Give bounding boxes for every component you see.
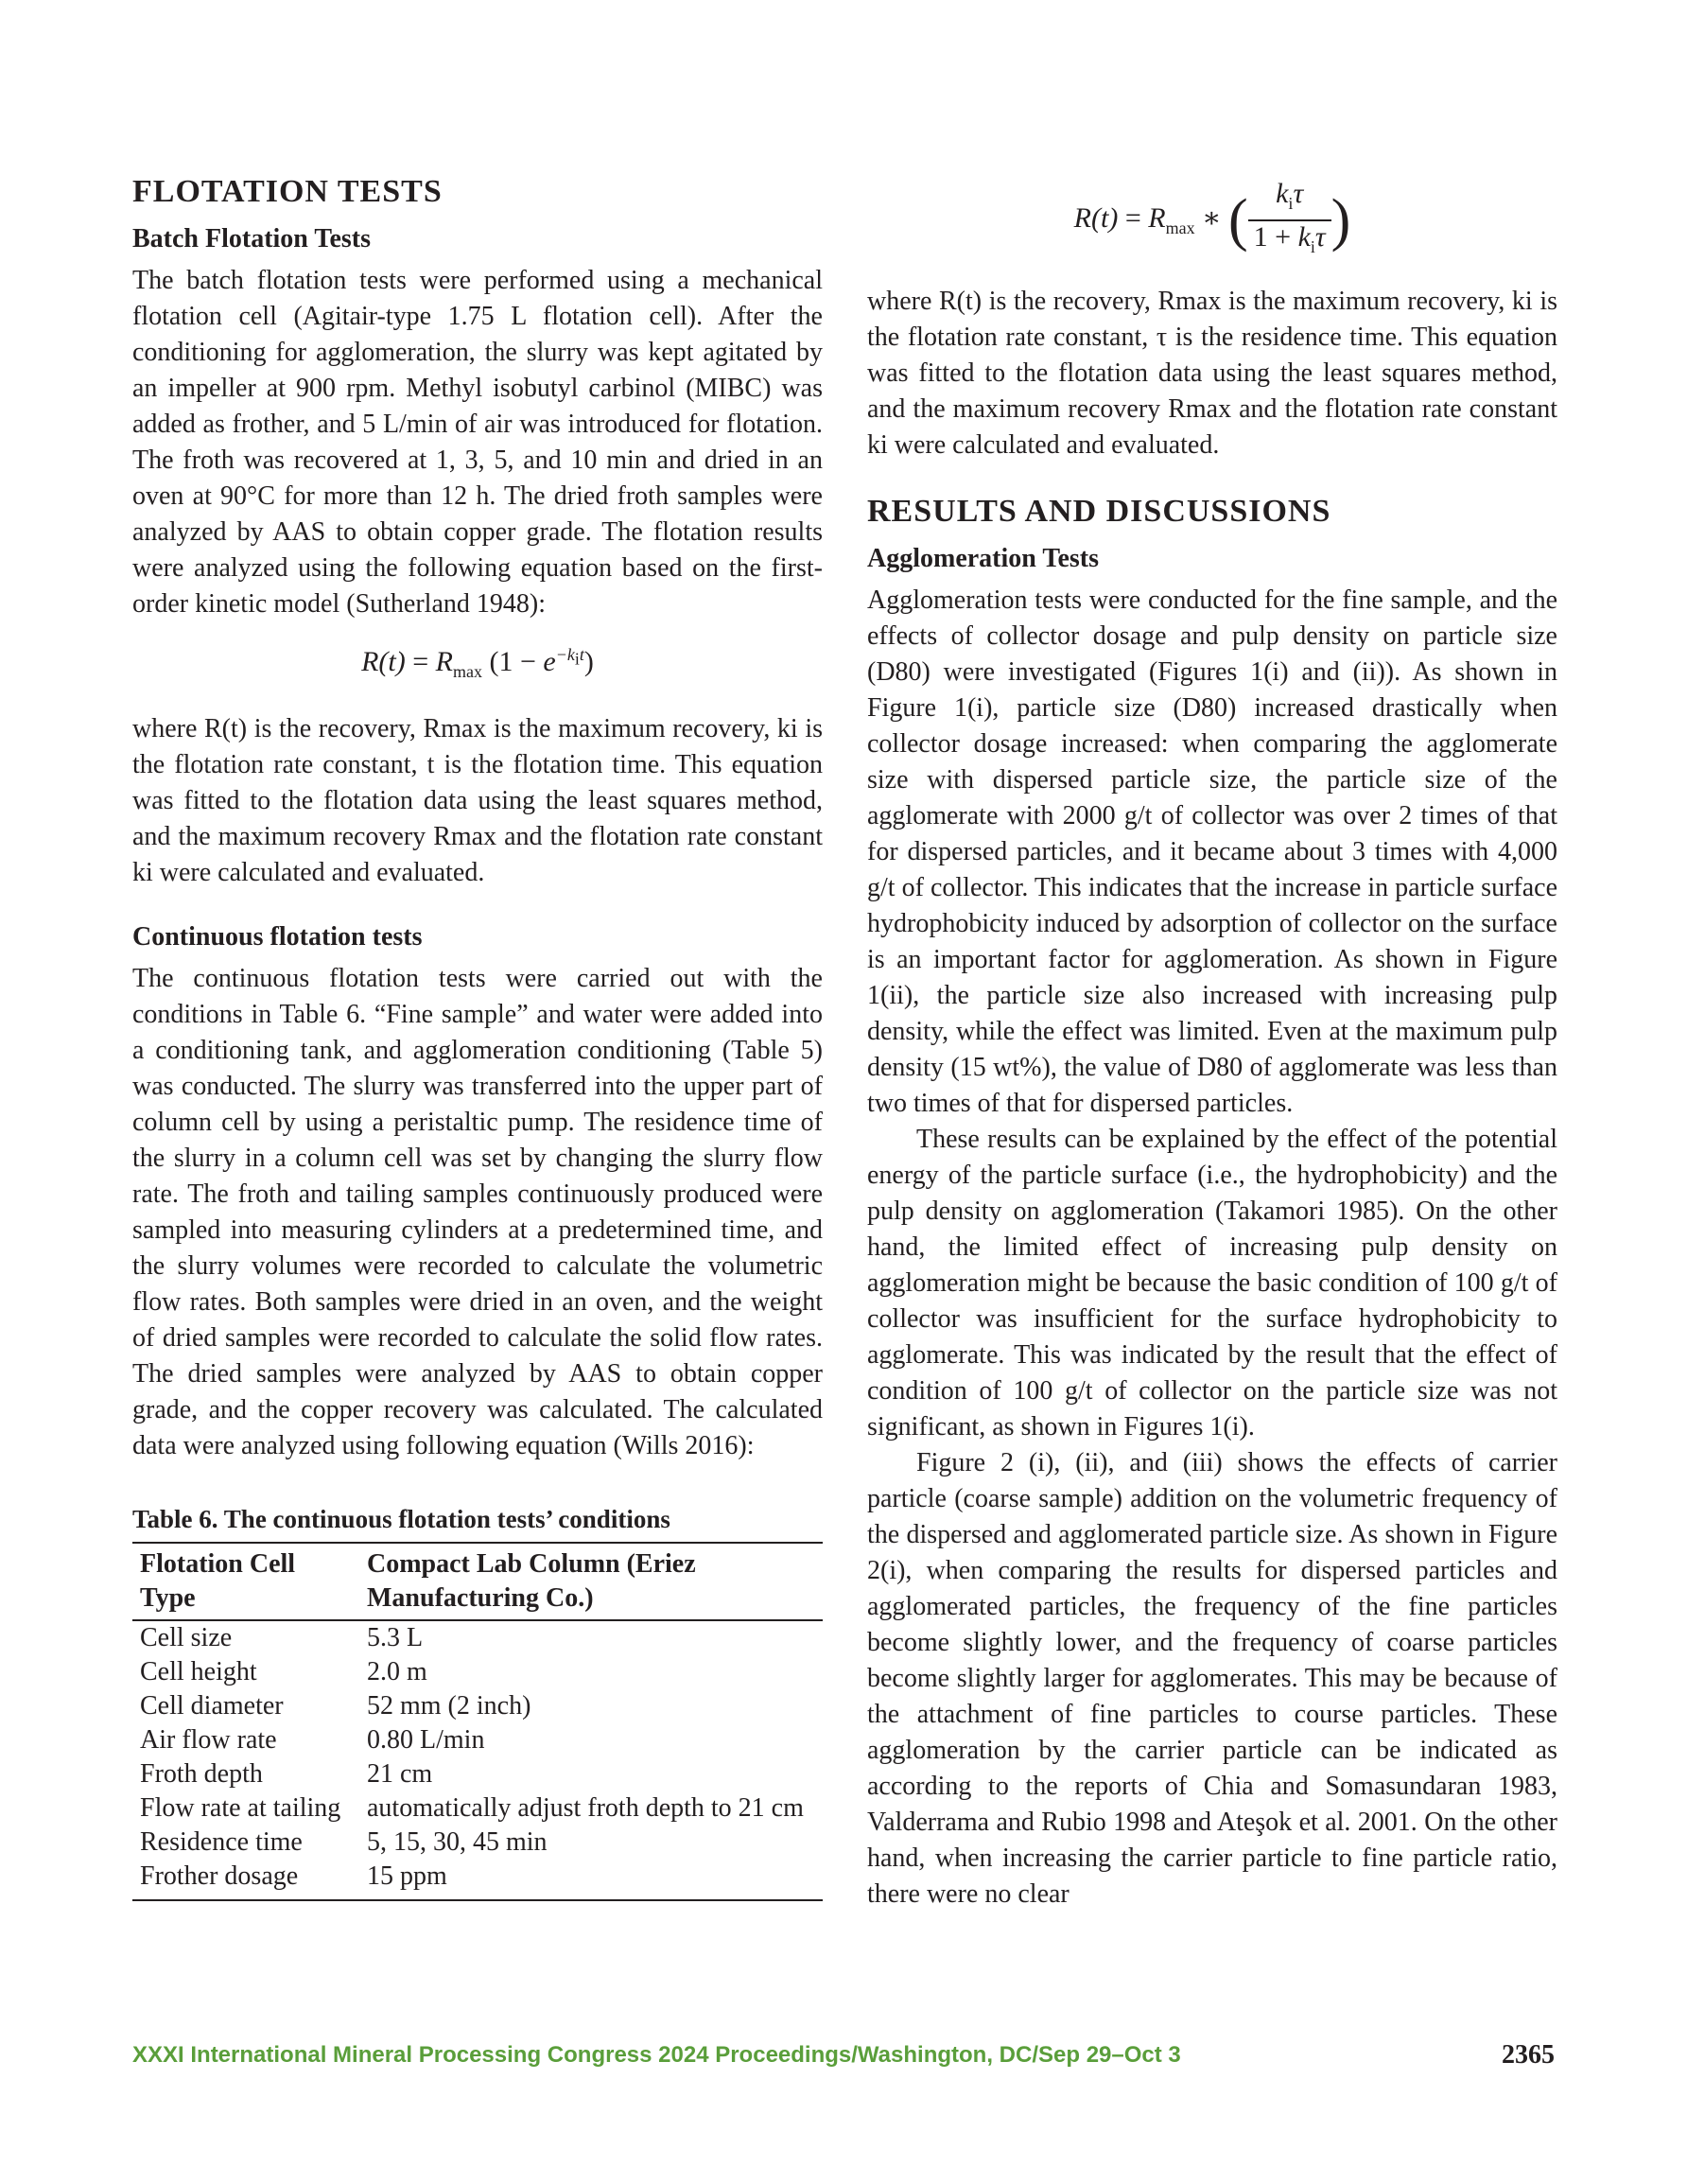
table-cell: Cell diameter <box>140 1691 284 1721</box>
paragraph-agglomeration-1: Agglomeration tests were conducted for the fine sample, and the effects of collector dosage and pulp density on particle size (D80) were investigated (Figures 1(i) and (ii)). As shown in Figure 1(i), particle size (D80) increased drastically when collector dosage increased: when comparing the agglomerate size with dispersed particle size, the particle size of the agglomerate with 2000 g/t of collector was over 2 times of that for dispersed particles, and it became about 3 times with 4,000 g/t of collector. This indicates that the increase in particle surface hydrophobicity induced by adsorption of collector on the surface is an important factor for agglomeration. As shown in Figure 1(ii), the particle size also increased with increasing pulp density, while the effect was limited. Even at the maximum pulp density (15 wt%), the value of D80 of agglomerate was less than two times of that for dispersed particles. <box>867 585 1557 1118</box>
table-cell: Frother dosage <box>140 1861 299 1891</box>
table-cell: Cell size <box>140 1623 233 1652</box>
right-column <box>867 178 1557 1913</box>
left-column <box>132 172 823 1901</box>
table-cell: Air flow rate <box>140 1725 277 1755</box>
subheading-agglomeration-tests: Agglomeration Tests <box>867 544 1099 573</box>
table-row <box>132 1620 823 1655</box>
table-row <box>132 1723 823 1757</box>
page-number: 2365 <box>1502 2040 1555 2070</box>
subheading-batch-flotation: Batch Flotation Tests <box>132 224 372 253</box>
subheading-continuous-flotation: Continuous flotation tests <box>132 922 423 952</box>
table-row <box>132 1860 823 1900</box>
table-header-cell: Compact Lab Column (Eriez Manufacturing Co.) <box>367 1549 696 1613</box>
table-cell: Cell height <box>140 1657 257 1686</box>
table-header-row <box>132 1543 823 1620</box>
table-row <box>132 1689 823 1723</box>
table-cell: 2.0 m <box>367 1657 427 1686</box>
table-cell: 15 ppm <box>367 1861 447 1891</box>
table-row <box>132 1791 823 1826</box>
paragraph-agglomeration-2: These results can be explained by the effect of the potential energy of the particle surface (i.e., the hydrophobicity) and the pulp density on agglomeration (Takamori 1985). On the other hand, the limited effect of increasing pulp density on agglomeration might be because the basic condition of 100 g/t of collector was insufficient for the surface hydrophobicity to agglomerate. This was indicated by the result that the effect of condition of 100 g/t of collector on the particle size was not significant, as shown in Figures 1(i). <box>867 1125 1557 1441</box>
table-row <box>132 1757 823 1791</box>
table-cell: 5, 15, 30, 45 min <box>367 1827 548 1857</box>
footer-proceedings: XXXI International Mineral Processing Congress 2024 Proceedings/Washington, DC/Sep 29–Oct 3 <box>132 2042 1181 2068</box>
conditions-table <box>132 1542 823 1901</box>
table-cell: Residence time <box>140 1827 303 1857</box>
table-row <box>132 1655 823 1689</box>
paragraph-batch-equation-explanation: where R(t) is the recovery, Rmax is the maximum recovery, ki is the flotation rate constant, t is the flotation time. This equation was fitted to the flotation data using the least squares method, and the maximum recovery Rmax and the flotation rate constant ki were calculated and evaluated. <box>132 714 823 887</box>
table-cell: 52 mm (2 inch) <box>367 1691 531 1721</box>
table-cell: Flow rate at tailing <box>140 1793 341 1823</box>
table-row <box>132 1826 823 1860</box>
paragraph-agglomeration-3: Figure 2 (i), (ii), and (iii) shows the effects of carrier particle (coarse sample) addition on the volumetric frequency of the dispersed and agglomerated particle size. As shown in Figure 2(i), when comparing the results for dispersed particles and agglomerated particles, the frequency of the fine particles become slightly lower, and the frequency of coarse particles become slightly larger for agglomerates. This may be because of the attachment of fine particles to course particles. These agglomeration by the carrier particle can be indicated as according to the reports of Chia and Somasundaran 1983, Valderrama and Rubio 1998 and Ateşok et al. 2001. On the other hand, when increasing the carrier particle to fine particle ratio, there were no clear <box>867 1448 1557 1909</box>
table-cell: automatically adjust froth depth to 21 cm <box>367 1793 804 1823</box>
table-header-cell: Flotation Cell Type <box>140 1549 296 1613</box>
table-cell: 0.80 L/min <box>367 1725 485 1755</box>
equation-residence-time-model: $R(t) = R_{max}$ ∗ ( $\frac{k_i\tau}{1 + k_i\tau}$ ) <box>1073 178 1351 256</box>
paragraph-continuous-equation-explanation: where R(t) is the recovery, Rmax is the maximum recovery, ki is the flotation rate constant, τ is the residence time. This equation was fitted to the flotation data using the least squares method, and the maximum recovery Rmax and the flotation rate constant ki were calculated and evaluated. <box>867 287 1557 460</box>
paragraph-batch-flotation: The batch flotation tests were performed using a mechanical flotation cell (Agitair-type 1.75 L flotation cell). After the conditioning for agglomeration, the slurry was kept agitated by an impeller at 900 rpm. Methyl isobutyl carbinol (MIBC) was added as frother, and 5 L/min of air was introduced for flotation. The froth was recovered at 1, 3, 5, and 10 min and dried in an oven at 90°C for more than 12 h. The dried froth samples were analyzed by AAS to obtain copper grade. The flotation results were analyzed using the following equation based on the first-order kinetic model (Sutherland 1948): <box>132 266 823 619</box>
section-heading-results: RESULTS AND DISCUSSIONS <box>867 494 1331 529</box>
table-caption: Table 6. The continuous flotation tests’ conditions <box>132 1505 670 1533</box>
equation-first-order-kinetic: $R(t) = R_{max}$ $(1 - e^{-k_it})$ <box>361 645 594 681</box>
table-cell: 21 cm <box>367 1759 433 1789</box>
paragraph-continuous-flotation: The continuous flotation tests were carried out with the conditions in Table 6. “Fine sample” and water were added into a conditioning tank, and agglomeration conditioning (Table 5) was conducted. The slurry was transferred into the upper part of column cell by using a peristaltic pump. The residence time of the slurry in a column cell was set by changing the slurry flow rate. The froth and tailing samples continuously produced were sampled into measuring cylinders at a predetermined time, and the slurry volumes were recorded to calculate the volumetric flow rates. Both samples were dried in an oven, and the weight of dried samples were recorded to calculate the solid flow rates. The dried samples were analyzed by AAS to obtain copper grade, and the copper recovery was calculated. The calculated data were analyzed using following equation (Wills 2016): <box>132 964 823 1460</box>
section-heading-flotation-tests: FLOTATION TESTS <box>132 174 443 209</box>
table-cell: Froth depth <box>140 1759 263 1789</box>
table-cell: 5.3 L <box>367 1623 424 1652</box>
